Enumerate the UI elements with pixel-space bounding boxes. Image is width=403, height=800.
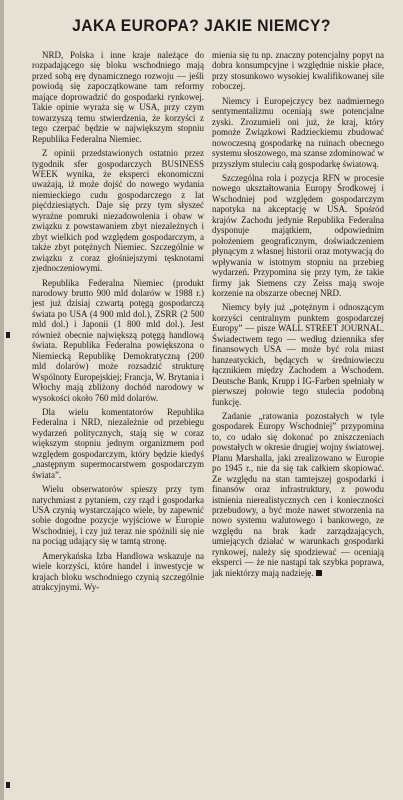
scan-edge	[0, 0, 4, 800]
paragraph: Niemcy były już „potężnym i odnoszącym korzyści centralnym punktem gospodarczej Europy” — pisze WALL STREET JOURNAL. Świadectwem tego — według dziennika sfer finansowych USA — może być rola miast hanzeatyckich, będących w średniowieczu łącznikiem między Zachodem a Wschodem. Deutsche Bank, Krupp i IG-Farben spełniały w pierwszej połowie tego stulecia podobną funkcję.	[212, 302, 384, 407]
paragraph-text: Zadanie „ratowania pozostałych w tyle gospodarek Europy Wschodniej” przypomina to, co udało się dokonać po zniszczeniach powstałych w okresie drugiej wojny światowej. Planu Marshalla, jaki zrealizowano w Europie po 1945 r., nie da się tak całkiem skopiować. Ze względu na stan tamtejszej gospodarki i finansów oraz infrastruktury, z powodu istnienia nierealistycznych cen i konieczności przebudowy, a być może nawet stworzenia na nowo systemu walutowego i bankowego, ze względu na brak kadr zarządzających, umiejących działać w warunkach gospodarki rynkowej, należy się spodziewać — oceniają eksperci — że nie nastąpi tak szybka poprawa, jak niektórzy mają nadzieję.	[212, 410, 384, 578]
margin-mark	[6, 332, 10, 338]
paragraph: Amerykańska Izba Handlowa wskazuje na wiele korzyści, które handel i inwestycje w krajach bloku wschodniego czynią szczególnie atrakcyjnymi. Wy-	[32, 550, 204, 593]
paragraph: Dla wielu komentatorów Republika Federalna i NRD, niezależnie od przebiegu wydarzeń politycznych, stają się w coraz większym stopniu jednym organizmem pod względem gospodarczym, który będzie kiedyś „następnym supermocarstwem gospodarczym świata”.	[32, 406, 204, 480]
article-column-right	[212, 50, 384, 582]
paragraph: Republika Federalna Niemiec (produkt narodowy brutto 900 mld dolarów w 1988 r.) jest już dzisiaj czwartą potęgą gospodarczą świata po USA (4 900 mld dol.), ZSRR (2 500 mld dol.) i Japonii (1 800 mld dol.). Jest również obecnie największą potęgą handlową świata. Republika Federalna powiększona o Niemiecką Republikę Demokratyczną (200 mld dolarów) może rozsadzić strukturę Wspólnoty Europejskiej; Francja, W. Brytania i Włochy mają zbliżony dochód narodowy w wysokości około 760 mld dolarów.	[32, 277, 204, 403]
paragraph: Szczególna rola i pozycja RFN w procesie nowego ukształtowania Europy Środkowej i Wschodniej pod względem gospodarczym napotyka na akceptację w USA. Spośród krajów Zachodu jedynie Republika Federalna dysponuje majątkiem, odpowiednim położeniem geograficznym, doświadczeniem płynącym z własnej historii oraz motywacją do wpływania w istotnym stopniu na przebieg wydarzeń. Przypomina się przy tym, że takie firmy jak Siemens czy Zeiss mają swoje korzenie na obszarze obecnej NRD.	[212, 172, 384, 298]
paragraph: NRD, Polska i inne kraje należące do rozpadającego się bloku wschodniego mają przed sobą erę dynamicznego rozwoju — jeśli powiodą się zapoczątkowane tam reformy mające doprowadzić do gospodarki rynkowej. Takie opinie wyraża się w USA, przy czym towarzyszą temu stwierdzenia, że korzyści z tego czerpać będzie w największym stopniu Republika Federalna Niemiec.	[32, 50, 204, 144]
article-column-left	[32, 50, 204, 597]
article-headline: JAKA EUROPA? JAKIE NIEMCY?	[72, 16, 331, 35]
end-of-article-box	[316, 570, 322, 576]
paragraph: mienia się tu np. znaczny potencjalny popyt na dobra konsumpcyjne i względnie niskie płace, przy stosunkowo wysokiej kwalifikowanej sile roboczej.	[212, 50, 384, 92]
paragraph: Z opinii przedstawionych ostatnio przez tygodnik sfer gospodarczych BUSINESS WEEK wynika, że eksperci ekonomiczni uważają, iż może dojść do nowego wydania niemieckiego cudu gospodarczego z lat pięćdziesiątych. Daje się przy tym słyszeć wyraźne pomruki niezadowolenia i obaw w związku z powstawaniem zbyt niezależnych i zbyt wielkich pod względem gospodarczym, a także zbyt potężnych Niemiec. Szczególnie w związku z coraz głośniejszymi tęsknotami zjednoczeniowymi.	[32, 148, 204, 274]
paragraph: Niemcy i Europejczycy bez nadmiernego sentymentalizmu oceniają swe potencjalne zyski. Zrozumieli oni już, że kraj, który pomoże Związkowi Radzieckiemu zbudować nowoczesną gospodarkę na ruinach obecnego systemu słoszowego, ma szanse zdominować w przyszłym stuleciu całą gospodarkę światową.	[212, 95, 384, 169]
paragraph-last	[212, 411, 384, 578]
paragraph: Wielu obserwatorów spieszy przy tym natychmiast z pytaniem, czy rząd i gospodarka USA czynią wystarczająco wiele, by zapewnić sobie dogodne pozycje wyjściowe w Europie Wschodniej, i czy już teraz nie spóźnili się nie na pociąg udający się w tamtą stronę.	[32, 484, 204, 547]
margin-mark	[6, 782, 10, 788]
